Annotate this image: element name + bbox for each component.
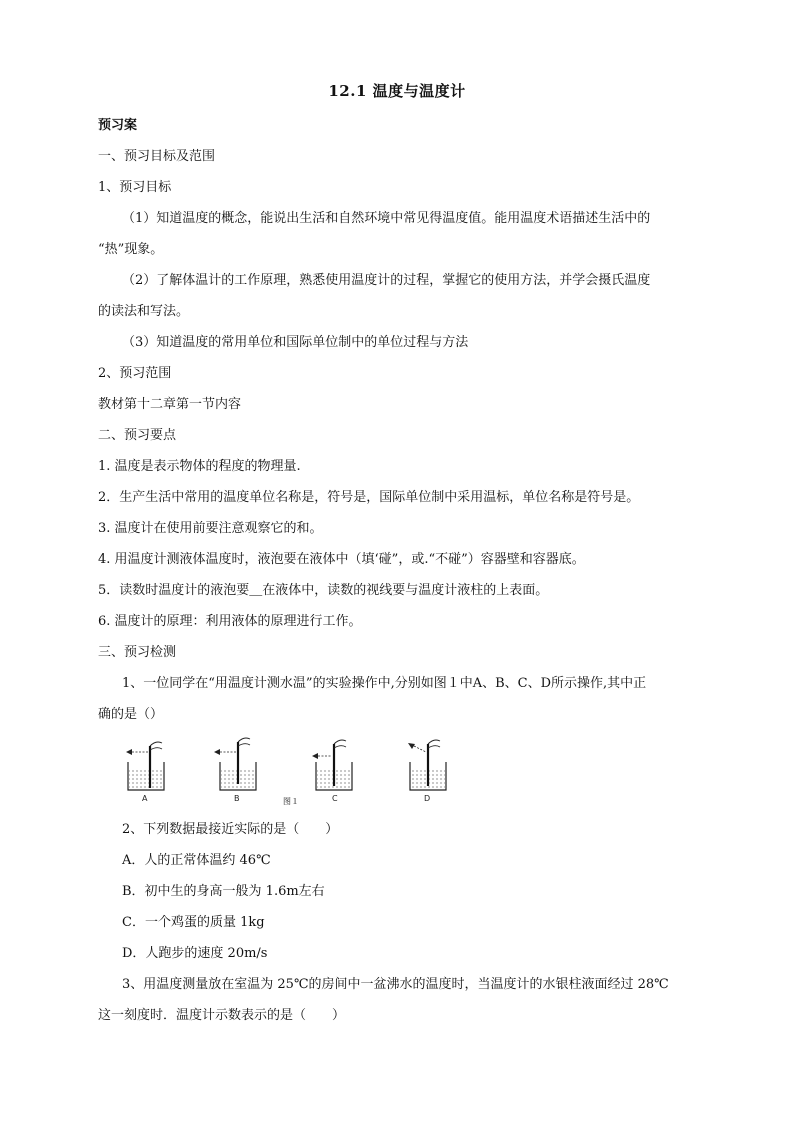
thermometer-diagram-svg <box>120 734 460 806</box>
beaker-c <box>312 740 352 790</box>
keypoint-6: 6. 温度计的原理：利用液体的原理进行工作。 <box>98 614 362 629</box>
subheading-scope: 2、预习范围 <box>98 366 172 381</box>
question-1-line-1: 1、一位同学在“用温度计测水温”的实验操作中,分别如图１中A、B、C、D所示操作,其中正 <box>122 676 647 691</box>
beaker-d <box>408 740 446 790</box>
question-2-option-a: A．人的正常体温约 46℃ <box>122 853 271 868</box>
question-3-line-1: 3、用温度测量放在室温为 25℃的房间中一盆沸水的温度时，当温度计的水银柱液面经过 28℃ <box>122 977 669 992</box>
keypoint-3: 3. 温度计在使用前要注意观察它的和。 <box>98 521 323 536</box>
goal-2-line-2: 的读法和写法。 <box>98 304 190 319</box>
subheading-goals: 1、预习目标 <box>98 180 172 195</box>
question-2: 2、下列数据最接近实际的是（ ） <box>122 822 339 837</box>
beaker-a <box>126 742 164 790</box>
question-2-option-d: D．人跑步的速度 20m/s <box>122 946 268 961</box>
keypoint-5: 5．读数时温度计的液泡要＿在液体中，读数的视线要与温度计液柱的上表面。 <box>98 583 549 598</box>
section-heading-check: 三、预习检测 <box>98 645 177 660</box>
beaker-b <box>214 738 256 790</box>
scope-text: 教材第十二章第一节内容 <box>98 397 242 412</box>
figure-label-d: D <box>424 794 431 803</box>
keypoint-2: 2．生产生活中常用的温度单位名称是，符号是，国际单位制中采用温标，单位名称是符号是。 <box>98 490 640 505</box>
section-heading-goals: 一、预习目标及范围 <box>98 149 216 164</box>
keypoint-1: 1. 温度是表示物体的程度的物理量. <box>98 459 301 474</box>
document-title: 12.1 温度与温度计 <box>328 82 466 100</box>
question-1-line-2: 确的是（） <box>98 707 164 722</box>
question-3-line-2: 这一刻度时．温度计示数表示的是（ ） <box>98 1008 346 1023</box>
goal-1-line-2: “热”现象。 <box>98 242 164 257</box>
figure-label-c: C <box>332 794 338 803</box>
question-2-option-b: B．初中生的身高一般为 1.6m左右 <box>122 884 325 899</box>
figure-label-b: B <box>234 794 240 803</box>
goal-3: （3）知道温度的常用单位和国际单位制中的单位过程与方法 <box>122 335 469 350</box>
goal-1-line-1: （1）知道温度的概念，能说出生活和自然环境中常见得温度值。能用温度术语描述生活中的 <box>122 211 651 226</box>
keypoint-4: 4. 用温度计测液体温度时，液泡要在液体中（填‘碰”，或.“不碰”）容器壁和容器底。 <box>98 552 585 567</box>
figure-caption: 图１ <box>283 797 299 806</box>
figure-1-thermometer-diagram <box>120 734 460 806</box>
figure-label-a: A <box>142 794 148 803</box>
question-2-option-c: C．一个鸡蛋的质量 1kg <box>122 915 265 930</box>
section-heading-preview: 预习案 <box>98 118 138 133</box>
goal-2-line-1: （2）了解体温计的工作原理，熟悉使用温度计的过程，掌握它的使用方法，并学会摄氏温度 <box>122 273 651 288</box>
section-heading-keypoints: 二、预习要点 <box>98 428 177 443</box>
